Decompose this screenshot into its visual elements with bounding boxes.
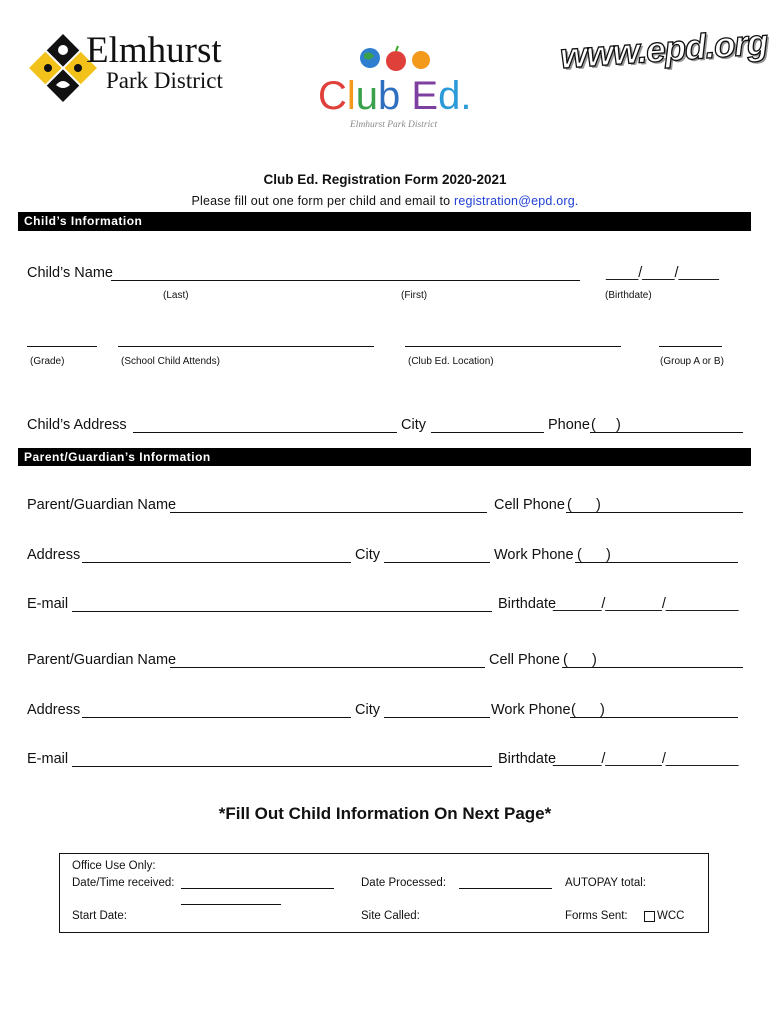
school-caption: (School Child Attends) [121,356,220,367]
office-use-box [59,853,709,933]
email-link[interactable]: registration@epd.org [453,194,575,208]
start-date-label: Start Date: [72,910,127,922]
autopay-label: AUTOPAY total: [565,877,646,889]
instruction-text: Please fill out one form per child and email to [191,194,454,208]
guardian1-work-label: Work Phone [494,547,574,563]
received-field-line2[interactable] [181,904,281,905]
processed-field[interactable] [459,888,552,889]
club-ed-letter: u [355,74,379,118]
guardian1-city-field[interactable] [384,548,490,563]
received-field[interactable] [181,888,334,889]
guardian2-work-paren: ( ) [571,702,605,718]
guardian2-birthdate-label: Birthdate [498,751,557,767]
guardian2-email-field[interactable] [72,752,492,767]
instruction-period: . [574,194,579,208]
grade-field[interactable] [27,332,97,347]
guardian1-name-field[interactable] [170,498,487,513]
guardian2-email-label: E-mail [27,751,69,767]
guardian1-address-field[interactable] [82,548,351,563]
child-name-label: Child’s Name [27,265,113,281]
grade-caption: (Grade) [30,356,65,367]
wcc-checkbox[interactable] [644,911,655,922]
guardian1-email-field[interactable] [72,597,492,612]
apple-icon [386,51,406,71]
child-last-name-field[interactable] [111,266,371,281]
club-ed-logo [312,44,472,134]
club-ed-title [318,74,471,118]
guardian2-address-label: Address [27,702,81,718]
guardian1-cell-paren: ( ) [567,497,601,513]
processed-label: Date Processed: [361,877,447,889]
child-section-header: Child’s Information [18,212,751,231]
guardian2-address-field[interactable] [82,703,351,718]
child-first-name-field[interactable] [371,266,580,281]
child-phone-label: Phone [548,417,590,433]
guardian1-work-paren: ( ) [577,547,611,563]
first-caption: (First) [401,290,428,301]
child-birthdate-field[interactable]: ____/____/_____ [606,265,719,281]
guardian1-cell-label: Cell Phone [494,497,565,513]
parent-section-header: Parent/Guardian’s Information [18,448,751,466]
guardian1-email-label: E-mail [27,596,69,612]
school-field[interactable] [118,332,374,347]
form-title: Club Ed. Registration Form 2020-2021 [263,172,507,187]
location-caption: (Club Ed. Location) [408,356,494,367]
club-ed-letter: d [438,74,461,118]
wcc-label: WCC [657,910,685,922]
office-use-title: Office Use Only: [72,860,156,872]
last-caption: (Last) [163,290,189,301]
guardian1-address-label: Address [27,547,81,563]
website-logo: www.epd.org [558,22,769,77]
group-caption: (Group A or B) [660,356,724,367]
club-ed-letter [400,74,411,118]
guardian2-name-field[interactable] [170,653,485,668]
club-location-field[interactable] [405,332,621,347]
guardian2-city-field[interactable] [384,703,490,718]
birthdate-caption: (Birthdate) [605,290,652,301]
forms-sent-label: Forms Sent: [565,910,628,922]
site-called-label: Site Called: [361,910,420,922]
guardian1-birthdate-label: Birthdate [498,596,557,612]
elmhurst-logo [28,30,228,110]
child-address-label: Child’s Address [27,417,127,433]
guardian2-name-label: Parent/Guardian Name [27,652,177,668]
guardian2-birthdate-field[interactable]: ______/_______/_________ [553,751,739,767]
club-ed-letter: E [411,74,439,118]
guardian1-name-label: Parent/Guardian Name [27,497,177,513]
org-name-line2: Park District [106,68,223,93]
group-field[interactable] [659,332,722,347]
child-address-field[interactable] [133,418,397,433]
club-ed-subtitle: Elmhurst Park District [350,120,438,130]
club-ed-letter: . [460,74,472,118]
guardian2-cell-label: Cell Phone [489,652,560,668]
guardian1-city-label: City [355,547,380,563]
child-city-label: City [401,417,426,433]
guardian1-birthdate-field[interactable]: ______/_______/_________ [553,596,739,612]
guardian2-cell-paren: ( ) [563,652,597,668]
next-page-notice: *Fill Out Child Information On Next Page* [218,804,552,823]
orange-icon [412,51,430,69]
child-phone-paren: ( ) [591,417,621,433]
guardian2-work-label: Work Phone [491,702,571,718]
club-ed-wordmark [318,74,471,118]
club-ed-letter: l [346,74,356,118]
club-ed-letter: C [318,74,347,118]
form-instruction [0,194,770,208]
org-name-line1: Elmhurst [86,30,222,71]
received-label: Date/Time received: [72,877,175,889]
club-ed-letter: b [378,74,401,118]
guardian2-city-label: City [355,702,380,718]
school-icons [356,44,436,74]
child-city-field[interactable] [431,418,544,433]
